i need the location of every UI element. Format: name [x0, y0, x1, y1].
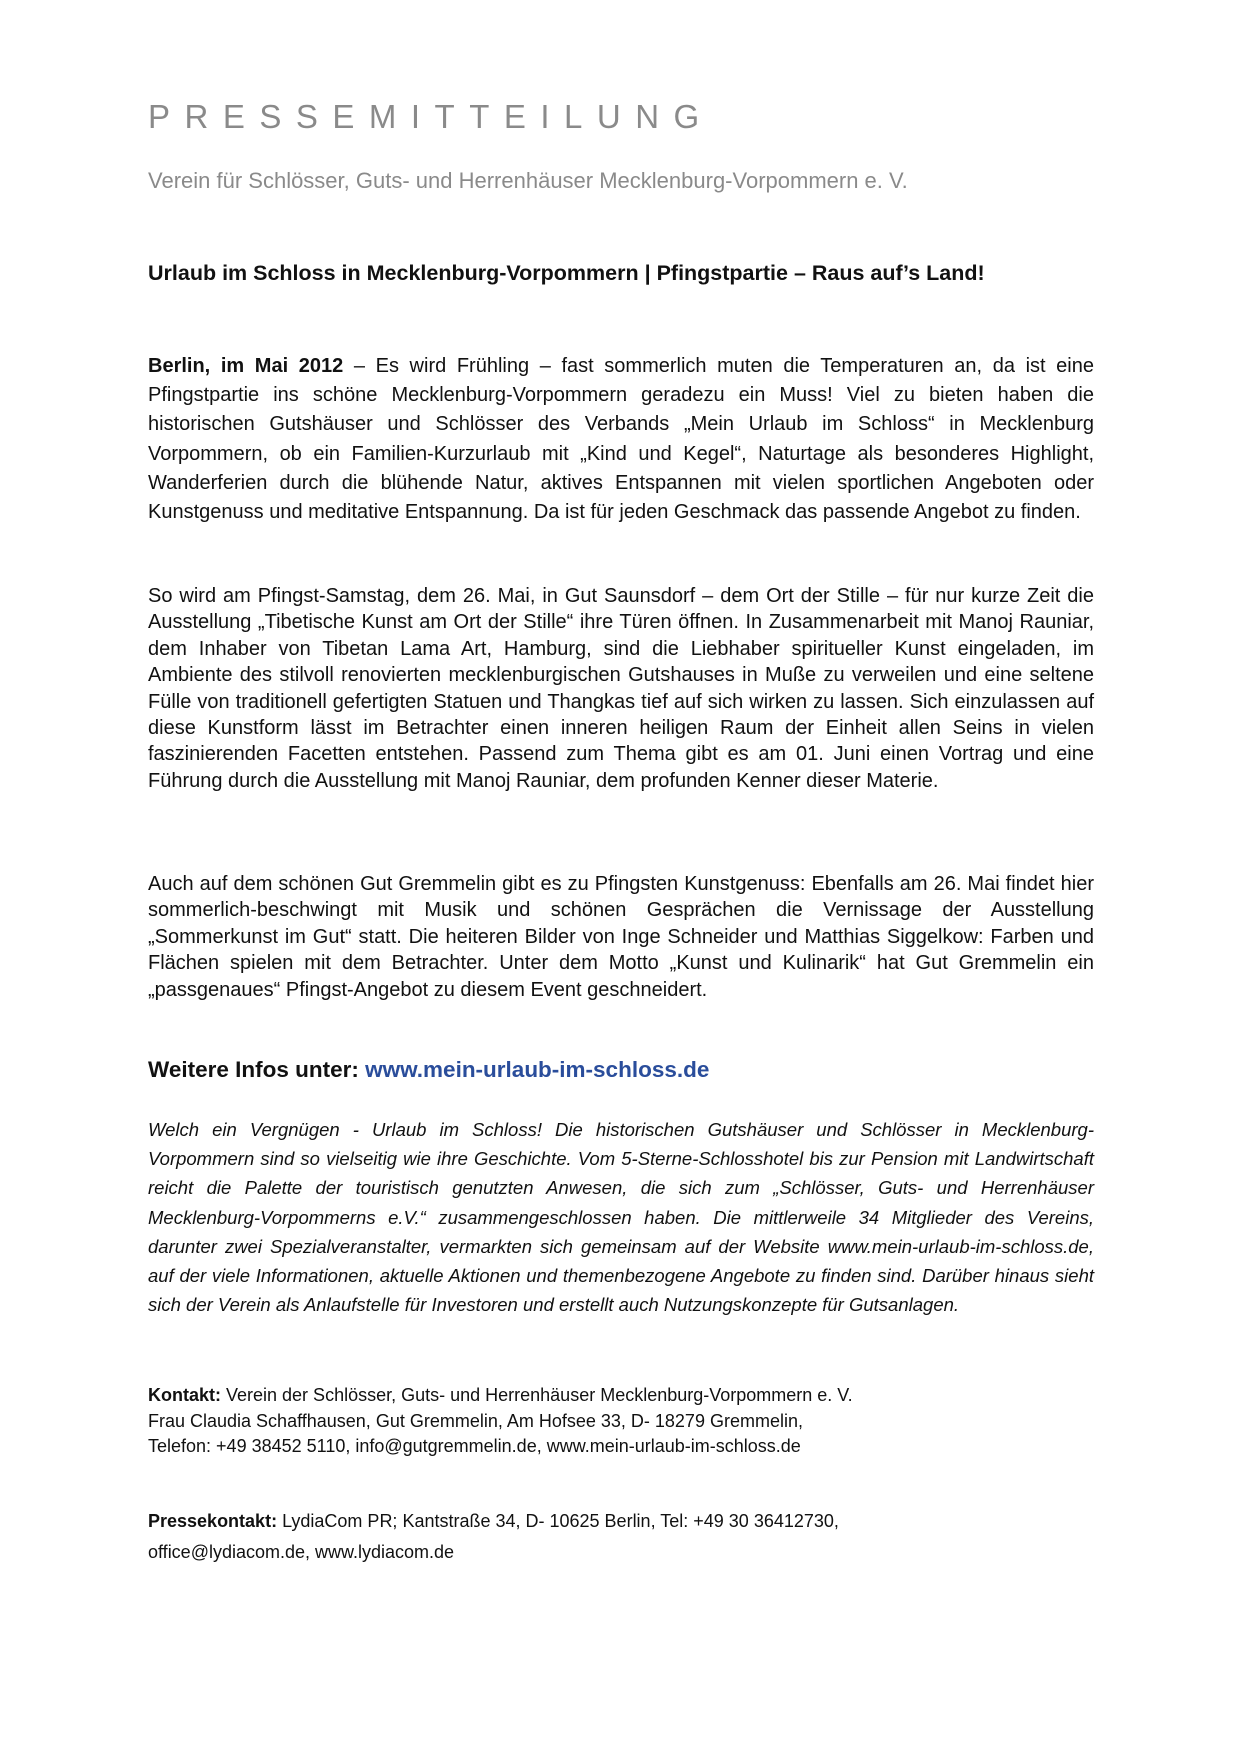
press-contact-label: Pressekontakt:	[148, 1511, 278, 1531]
contact-line-2: Frau Claudia Schaffhausen, Gut Gremmelin, Am Hofsee 33, D- 18279 Gremmelin,	[148, 1410, 803, 1431]
press-contact-line-2: office@lydiacom.de, www.lydiacom.de	[148, 1542, 455, 1562]
press-contact-block	[148, 1506, 1094, 1568]
more-info-label: Weitere Infos unter:	[148, 1057, 366, 1082]
masthead-title: PRESSEMITTEILUNG	[148, 98, 714, 135]
more-info-line	[148, 1057, 709, 1083]
paragraph-intro	[148, 352, 1094, 527]
paragraph-gremmelin: Auch auf dem schönen Gut Gremmelin gibt es zu Pfingsten Kunstgenuss: Ebenfalls am 26. Mai findet hier sommerlich-beschwingt mit Musik und schönen Gesprächen die Vernissage der Ausstellung „Sommerkunst im Gut“ statt. Die heiteren Bilder von Inge Schneider und Matthias Siggelkow: Farben und Flächen spielen mit dem Betrachter. Unter dem Motto „Kunst und Kulinarik“ hat Gut Gremmelin ein „passgenaues“ Pfingst-Angebot zu diesem Event geschneidert.	[148, 873, 1094, 1001]
paragraph-saunsdorf: So wird am Pfingst-Samstag, dem 26. Mai, in Gut Saunsdorf – dem Ort der Stille – für nur kurze Zeit die Ausstellung „Tibetische Kunst am Ort der Stille“ ihre Türen öffnen. In Zusammenarbeit mit Manoj Rauniar, dem Inhaber von Tibetan Lama Art, Hamburg, sind die Liebhaber spiritueller Kunst eingeladen, im Ambiente des stilvoll renovierten mecklenburgischen Gutshauses in Muße zu verweilen und eine seltene Fülle von traditionell gefertigten Statuen und Thangkas tief auf sich wirken zu lassen. Sich einzulassen auf diese Kunstform lässt im Betrachter einen inneren heiligen Raum der Einheit allen Seins in vielen faszinierenden Facetten entstehen. Passend zum Thema gibt es am 01. Juni einen Vortrag und eine Führung durch die Ausstellung mit Manoj Rauniar, dem profunden Kenner dieser Materie.	[148, 585, 1094, 792]
contact-label: Kontakt:	[148, 1385, 221, 1405]
contact-organization: Verein der Schlösser, Guts- und Herrenhäuser Mecklenburg-Vorpommern e. V.	[221, 1385, 853, 1405]
dateline: Berlin, im Mai 2012	[148, 355, 344, 377]
masthead-subtitle: Verein für Schlösser, Guts- und Herrenhäuser Mecklenburg-Vorpommern e. V.	[148, 168, 908, 193]
paragraph-intro-text: – Es wird Frühling – fast sommerlich muten die Temperaturen an, da ist eine Pfingstpartie ins schöne Mecklenburg-Vorpommern geradezu ein Muss! Viel zu bieten haben die historischen Gutshäuser und Schlösser des Verbands „Mein Urlaub im Schloss“ in Mecklenburg Vorpommern, ob ein Familien-Kurzurlaub mit „Kind und Kegel“, Naturtage als besonderes Highlight, Wanderferien durch die blühende Natur, aktives Entspannen mit vielen sportlichen Angeboten oder Kunstgenuss und meditative Entspannung. Da ist für jeden Geschmack das passende Angebot zu finden.	[148, 355, 1094, 524]
contact-line-3: Telefon: +49 38452 5110, info@gutgremmelin.de, www.mein-urlaub-im-schloss.de	[148, 1436, 801, 1457]
press-contact-address: LydiaCom PR; Kantstraße 34, D- 10625 Berlin, Tel: +49 30 36412730,	[277, 1511, 839, 1531]
press-contact-line-1	[148, 1506, 1094, 1537]
contact-line-1	[148, 1383, 1094, 1409]
contact-block	[148, 1383, 1094, 1460]
boilerplate-paragraph: Welch ein Vergnügen - Urlaub im Schloss! Die historischen Gutshäuser und Schlösser in Mecklenburg-Vorpommern sind so vielseitig wie ihre Geschichte. Vom 5-Sterne-Schlosshotel bis zur Pension mit Landwirtschaft reicht die Palette der touristisch genutzten Anwesen, die sich zum „Schlösser, Guts- und Herrenhäuser Mecklenburg-Vorpommerns e.V.“ zusammengeschlossen haben. Die mittlerweile 34 Mitglieder des Vereins, darunter zwei Spezialveranstalter, vermarkten sich gemeinsam auf der Website www.mein-urlaub-im-schloss.de, auf der viele Informationen, aktuelle Aktionen und themenbezogene Angebote zu finden sind. Darüber hinaus sieht sich der Verein als Anlaufstelle für Investoren und erstellt auch Nutzungskonzepte für Gutsanlagen.	[148, 1119, 1094, 1316]
headline: Urlaub im Schloss in Mecklenburg-Vorpommern | Pfingstpartie – Raus auf’s Land!	[148, 261, 985, 285]
website-link[interactable]: www.mein-urlaub-im-schloss.de	[365, 1057, 710, 1082]
